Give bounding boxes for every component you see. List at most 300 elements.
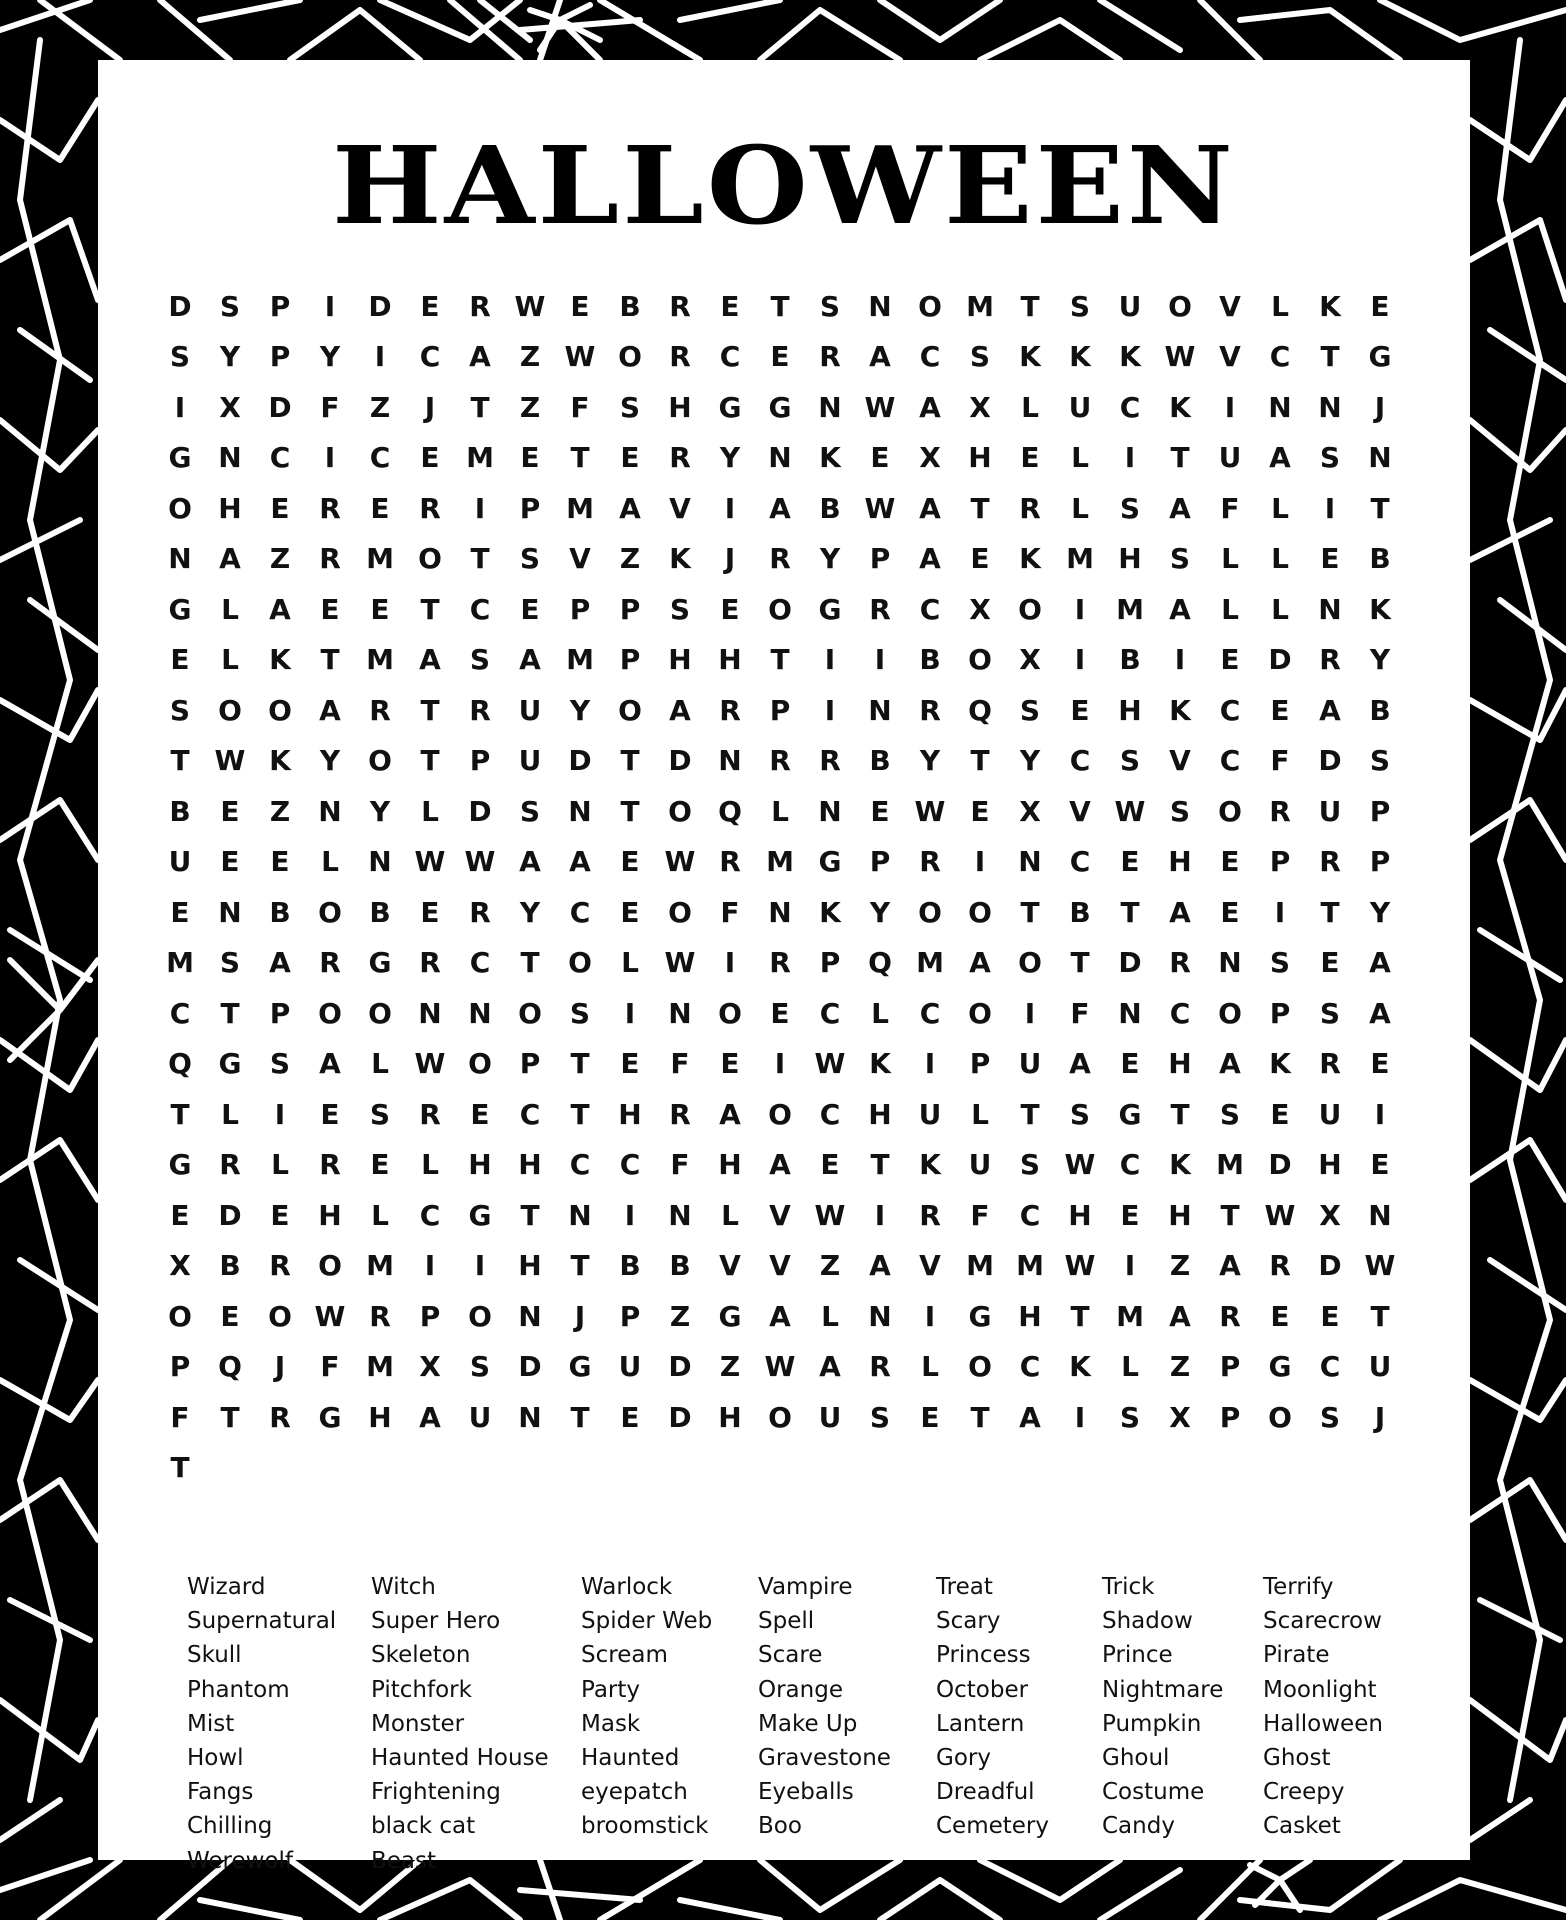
grid-letter[interactable]: G bbox=[1118, 1097, 1142, 1131]
grid-letter[interactable]: H bbox=[718, 1148, 742, 1182]
grid-letter[interactable]: A bbox=[219, 542, 241, 576]
grid-letter[interactable]: H bbox=[1068, 1198, 1092, 1232]
grid-letter[interactable]: S bbox=[1319, 996, 1341, 1030]
grid-letter[interactable]: N bbox=[568, 1198, 592, 1232]
grid-letter[interactable]: R bbox=[919, 1198, 941, 1232]
grid-letter[interactable]: G bbox=[968, 1299, 992, 1333]
grid-letter[interactable]: C bbox=[169, 996, 191, 1030]
grid-letter[interactable]: B bbox=[1119, 643, 1141, 677]
grid-letter[interactable]: C bbox=[269, 441, 291, 475]
grid-letter[interactable]: D bbox=[518, 1350, 542, 1384]
grid-letter[interactable]: Z bbox=[669, 1299, 691, 1333]
grid-letter[interactable]: O bbox=[268, 1299, 292, 1333]
grid-letter[interactable]: T bbox=[170, 744, 190, 778]
grid-letter[interactable]: W bbox=[314, 1299, 346, 1333]
grid-letter[interactable]: C bbox=[419, 1198, 441, 1232]
grid-letter[interactable]: U bbox=[1318, 794, 1342, 828]
grid-letter[interactable]: E bbox=[870, 794, 890, 828]
grid-letter[interactable]: T bbox=[870, 1148, 890, 1182]
grid-letter[interactable]: T bbox=[970, 1400, 990, 1434]
grid-letter[interactable]: E bbox=[620, 1047, 640, 1081]
grid-letter[interactable]: X bbox=[969, 390, 991, 424]
grid-letter[interactable]: K bbox=[1169, 693, 1191, 727]
grid-letter[interactable]: N bbox=[868, 289, 892, 323]
grid-letter[interactable]: O bbox=[1168, 289, 1192, 323]
grid-letter[interactable]: I bbox=[374, 340, 386, 374]
grid-letter[interactable]: T bbox=[1070, 1299, 1090, 1333]
grid-letter[interactable]: E bbox=[170, 895, 190, 929]
grid-letter[interactable]: V bbox=[1069, 794, 1091, 828]
grid-letter[interactable]: R bbox=[669, 289, 691, 323]
grid-letter[interactable]: M bbox=[566, 643, 594, 677]
grid-letter[interactable]: Z bbox=[369, 390, 391, 424]
grid-letter[interactable]: L bbox=[821, 1299, 839, 1333]
grid-letter[interactable]: T bbox=[620, 794, 640, 828]
grid-letter[interactable]: M bbox=[166, 946, 194, 980]
grid-letter[interactable]: A bbox=[1169, 592, 1191, 626]
grid-letter[interactable]: A bbox=[1219, 1047, 1241, 1081]
grid-letter[interactable]: T bbox=[420, 693, 440, 727]
grid-letter[interactable]: B bbox=[1369, 693, 1391, 727]
grid-letter[interactable]: P bbox=[519, 1047, 541, 1081]
grid-letter[interactable]: T bbox=[170, 1097, 190, 1131]
grid-letter[interactable]: E bbox=[220, 794, 240, 828]
grid-letter[interactable]: O bbox=[1268, 1400, 1292, 1434]
grid-letter[interactable]: T bbox=[620, 744, 640, 778]
grid-letter[interactable]: I bbox=[324, 289, 336, 323]
grid-letter[interactable]: I bbox=[1174, 643, 1186, 677]
grid-letter[interactable]: I bbox=[824, 643, 836, 677]
grid-letter[interactable]: O bbox=[918, 895, 942, 929]
grid-letter[interactable]: T bbox=[770, 289, 790, 323]
grid-letter[interactable]: E bbox=[1070, 693, 1090, 727]
grid-letter[interactable]: R bbox=[1319, 1047, 1341, 1081]
grid-letter[interactable]: R bbox=[769, 946, 791, 980]
grid-letter[interactable]: J bbox=[424, 390, 436, 424]
grid-letter[interactable]: R bbox=[469, 289, 491, 323]
grid-letter[interactable]: K bbox=[1069, 1350, 1091, 1384]
grid-letter[interactable]: S bbox=[969, 340, 991, 374]
grid-letter[interactable]: Z bbox=[1169, 1350, 1191, 1384]
grid-letter[interactable]: S bbox=[1369, 744, 1391, 778]
grid-letter[interactable]: R bbox=[319, 542, 341, 576]
grid-letter[interactable]: W bbox=[1364, 1249, 1396, 1283]
grid-letter[interactable]: I bbox=[1024, 996, 1036, 1030]
grid-letter[interactable]: E bbox=[1220, 845, 1240, 879]
grid-letter[interactable]: D bbox=[168, 289, 192, 323]
grid-letter[interactable]: E bbox=[320, 592, 340, 626]
grid-letter[interactable]: A bbox=[519, 643, 541, 677]
grid-letter[interactable]: E bbox=[1220, 643, 1240, 677]
grid-letter[interactable]: N bbox=[418, 996, 442, 1030]
grid-letter[interactable]: O bbox=[918, 289, 942, 323]
grid-letter[interactable]: A bbox=[1219, 1249, 1241, 1283]
grid-letter[interactable]: B bbox=[919, 643, 941, 677]
grid-letter[interactable]: O bbox=[668, 895, 692, 929]
grid-letter[interactable]: I bbox=[924, 1299, 936, 1333]
grid-letter[interactable]: M bbox=[366, 643, 394, 677]
grid-letter[interactable]: G bbox=[168, 441, 192, 475]
grid-letter[interactable]: U bbox=[1068, 390, 1092, 424]
grid-letter[interactable]: P bbox=[869, 845, 891, 879]
grid-letter[interactable]: N bbox=[318, 794, 342, 828]
grid-letter[interactable]: H bbox=[668, 390, 692, 424]
grid-letter[interactable]: T bbox=[520, 946, 540, 980]
grid-letter[interactable]: G bbox=[468, 1198, 492, 1232]
grid-letter[interactable]: E bbox=[1120, 1198, 1140, 1232]
grid-letter[interactable]: N bbox=[218, 895, 242, 929]
grid-letter[interactable]: S bbox=[219, 289, 241, 323]
grid-letter[interactable]: L bbox=[1271, 592, 1289, 626]
grid-letter[interactable]: A bbox=[919, 390, 941, 424]
grid-letter[interactable]: O bbox=[768, 1097, 792, 1131]
grid-letter[interactable]: I bbox=[324, 441, 336, 475]
grid-letter[interactable]: O bbox=[318, 996, 342, 1030]
grid-letter[interactable]: E bbox=[620, 895, 640, 929]
grid-letter[interactable]: N bbox=[1218, 946, 1242, 980]
grid-letter[interactable]: V bbox=[719, 1249, 741, 1283]
grid-letter[interactable]: O bbox=[1018, 946, 1042, 980]
grid-letter[interactable]: R bbox=[819, 340, 841, 374]
grid-letter[interactable]: R bbox=[1269, 1249, 1291, 1283]
grid-letter[interactable]: H bbox=[468, 1148, 492, 1182]
grid-letter[interactable]: S bbox=[269, 1047, 291, 1081]
grid-letter[interactable]: M bbox=[366, 1249, 394, 1283]
grid-letter[interactable]: T bbox=[1320, 895, 1340, 929]
grid-letter[interactable]: A bbox=[1169, 491, 1191, 525]
grid-letter[interactable]: U bbox=[618, 1350, 642, 1384]
grid-letter[interactable]: S bbox=[1119, 1400, 1141, 1434]
grid-letter[interactable]: N bbox=[1318, 592, 1342, 626]
grid-letter[interactable]: D bbox=[1318, 1249, 1342, 1283]
grid-letter[interactable]: O bbox=[368, 996, 392, 1030]
grid-letter[interactable]: O bbox=[568, 946, 592, 980]
grid-letter[interactable]: R bbox=[1169, 946, 1191, 980]
grid-letter[interactable]: X bbox=[1169, 1400, 1191, 1434]
grid-letter[interactable]: O bbox=[1018, 592, 1042, 626]
grid-letter[interactable]: Y bbox=[519, 895, 541, 929]
grid-letter[interactable]: P bbox=[1269, 845, 1291, 879]
grid-letter[interactable]: E bbox=[1120, 1047, 1140, 1081]
grid-letter[interactable]: A bbox=[669, 693, 691, 727]
grid-letter[interactable]: O bbox=[968, 643, 992, 677]
grid-letter[interactable]: S bbox=[1119, 744, 1141, 778]
grid-letter[interactable]: W bbox=[514, 289, 546, 323]
grid-letter[interactable]: O bbox=[1218, 794, 1242, 828]
grid-letter[interactable]: Y bbox=[319, 744, 341, 778]
grid-letter[interactable]: I bbox=[724, 946, 736, 980]
grid-letter[interactable]: W bbox=[664, 845, 696, 879]
grid-letter[interactable]: R bbox=[719, 845, 741, 879]
grid-letter[interactable]: P bbox=[1369, 794, 1391, 828]
grid-letter[interactable]: H bbox=[1018, 1299, 1042, 1333]
grid-letter[interactable]: K bbox=[1269, 1047, 1291, 1081]
grid-letter[interactable]: B bbox=[1069, 895, 1091, 929]
grid-letter[interactable]: T bbox=[970, 491, 990, 525]
grid-letter[interactable]: S bbox=[169, 340, 191, 374]
grid-letter[interactable]: T bbox=[420, 744, 440, 778]
grid-letter[interactable]: E bbox=[370, 491, 390, 525]
grid-letter[interactable]: E bbox=[1120, 845, 1140, 879]
grid-letter[interactable]: V bbox=[1169, 744, 1191, 778]
grid-letter[interactable]: Z bbox=[269, 542, 291, 576]
grid-letter[interactable]: S bbox=[1119, 491, 1141, 525]
grid-letter[interactable]: Q bbox=[718, 794, 742, 828]
grid-letter[interactable]: E bbox=[520, 592, 540, 626]
grid-letter[interactable]: N bbox=[768, 895, 792, 929]
grid-letter[interactable]: B bbox=[169, 794, 191, 828]
grid-letter[interactable]: Q bbox=[968, 693, 992, 727]
grid-letter[interactable]: A bbox=[319, 1047, 341, 1081]
grid-letter[interactable]: A bbox=[269, 946, 291, 980]
grid-letter[interactable]: V bbox=[919, 1249, 941, 1283]
grid-letter[interactable]: P bbox=[569, 592, 591, 626]
grid-letter[interactable]: I bbox=[1124, 1249, 1136, 1283]
grid-letter[interactable]: T bbox=[420, 592, 440, 626]
grid-letter[interactable]: W bbox=[1114, 794, 1146, 828]
grid-letter[interactable]: E bbox=[920, 1400, 940, 1434]
grid-letter[interactable]: V bbox=[669, 491, 691, 525]
grid-letter[interactable]: T bbox=[1020, 289, 1040, 323]
grid-letter[interactable]: H bbox=[318, 1198, 342, 1232]
grid-letter[interactable]: D bbox=[218, 1198, 242, 1232]
grid-letter[interactable]: C bbox=[1219, 744, 1241, 778]
grid-letter[interactable]: P bbox=[1219, 1350, 1241, 1384]
grid-letter[interactable]: R bbox=[419, 491, 441, 525]
grid-letter[interactable]: J bbox=[1374, 1400, 1386, 1434]
grid-letter[interactable]: Y bbox=[569, 693, 591, 727]
grid-letter[interactable]: T bbox=[570, 1249, 590, 1283]
grid-letter[interactable]: W bbox=[1064, 1148, 1096, 1182]
grid-letter[interactable]: A bbox=[719, 1097, 741, 1131]
grid-letter[interactable]: A bbox=[1319, 693, 1341, 727]
grid-letter[interactable]: R bbox=[1219, 1299, 1241, 1333]
grid-letter[interactable]: H bbox=[718, 1400, 742, 1434]
grid-letter[interactable]: W bbox=[414, 845, 446, 879]
grid-letter[interactable]: H bbox=[618, 1097, 642, 1131]
grid-letter[interactable]: P bbox=[619, 592, 641, 626]
grid-letter[interactable]: N bbox=[168, 542, 192, 576]
grid-letter[interactable]: G bbox=[818, 592, 842, 626]
grid-letter[interactable]: R bbox=[669, 441, 691, 475]
grid-letter[interactable]: O bbox=[668, 794, 692, 828]
grid-letter[interactable]: I bbox=[1374, 1097, 1386, 1131]
grid-letter[interactable]: M bbox=[1066, 542, 1094, 576]
grid-letter[interactable]: D bbox=[1268, 643, 1292, 677]
grid-letter[interactable]: A bbox=[919, 491, 941, 525]
grid-letter[interactable]: C bbox=[919, 340, 941, 374]
grid-letter[interactable]: O bbox=[368, 744, 392, 778]
grid-letter[interactable]: M bbox=[966, 1249, 994, 1283]
grid-letter[interactable]: G bbox=[1368, 340, 1392, 374]
grid-letter[interactable]: D bbox=[468, 794, 492, 828]
grid-letter[interactable]: W bbox=[464, 845, 496, 879]
grid-letter[interactable]: E bbox=[720, 289, 740, 323]
grid-letter[interactable]: P bbox=[869, 542, 891, 576]
grid-letter[interactable]: L bbox=[1021, 390, 1039, 424]
grid-letter[interactable]: Z bbox=[719, 1350, 741, 1384]
grid-letter[interactable]: Y bbox=[1019, 744, 1041, 778]
grid-letter[interactable]: A bbox=[619, 491, 641, 525]
grid-letter[interactable]: I bbox=[724, 491, 736, 525]
grid-letter[interactable]: O bbox=[468, 1299, 492, 1333]
grid-letter[interactable]: S bbox=[169, 693, 191, 727]
grid-letter[interactable]: L bbox=[871, 996, 889, 1030]
grid-letter[interactable]: N bbox=[518, 1299, 542, 1333]
grid-letter[interactable]: J bbox=[1374, 390, 1386, 424]
grid-letter[interactable]: E bbox=[1270, 1299, 1290, 1333]
grid-letter[interactable]: E bbox=[220, 1299, 240, 1333]
grid-letter[interactable]: R bbox=[919, 845, 941, 879]
grid-letter[interactable]: X bbox=[1019, 794, 1041, 828]
grid-letter[interactable]: S bbox=[1169, 542, 1191, 576]
grid-letter[interactable]: C bbox=[469, 592, 491, 626]
grid-letter[interactable]: X bbox=[169, 1249, 191, 1283]
grid-letter[interactable]: H bbox=[1168, 1047, 1192, 1081]
grid-letter[interactable]: N bbox=[1318, 390, 1342, 424]
grid-letter[interactable]: A bbox=[769, 1148, 791, 1182]
grid-letter[interactable]: R bbox=[1269, 794, 1291, 828]
grid-letter[interactable]: I bbox=[1074, 643, 1086, 677]
grid-letter[interactable]: Z bbox=[619, 542, 641, 576]
grid-letter[interactable]: T bbox=[1070, 946, 1090, 980]
grid-letter[interactable]: T bbox=[1370, 491, 1390, 525]
grid-letter[interactable]: G bbox=[318, 1400, 342, 1434]
grid-letter[interactable]: K bbox=[269, 744, 291, 778]
grid-letter[interactable]: C bbox=[1019, 1350, 1041, 1384]
grid-letter[interactable]: T bbox=[570, 1400, 590, 1434]
grid-letter[interactable]: Y bbox=[1369, 643, 1391, 677]
grid-letter[interactable]: C bbox=[1119, 390, 1141, 424]
grid-letter[interactable]: W bbox=[564, 340, 596, 374]
grid-letter[interactable]: W bbox=[864, 390, 896, 424]
grid-letter[interactable]: B bbox=[619, 289, 641, 323]
grid-letter[interactable]: N bbox=[818, 390, 842, 424]
grid-letter[interactable]: O bbox=[168, 491, 192, 525]
grid-letter[interactable]: R bbox=[1019, 491, 1041, 525]
grid-letter[interactable]: K bbox=[919, 1148, 941, 1182]
grid-letter[interactable]: O bbox=[968, 1350, 992, 1384]
grid-letter[interactable]: K bbox=[1119, 340, 1141, 374]
grid-letter[interactable]: A bbox=[1019, 1400, 1041, 1434]
grid-letter[interactable]: H bbox=[1318, 1148, 1342, 1182]
grid-letter[interactable]: S bbox=[469, 1350, 491, 1384]
grid-letter[interactable]: C bbox=[1319, 1350, 1341, 1384]
grid-letter[interactable]: D bbox=[1268, 1148, 1292, 1182]
grid-letter[interactable]: D bbox=[1318, 744, 1342, 778]
grid-letter[interactable]: W bbox=[664, 946, 696, 980]
grid-letter[interactable]: I bbox=[1274, 895, 1286, 929]
grid-letter[interactable]: A bbox=[419, 1400, 441, 1434]
grid-letter[interactable]: I bbox=[774, 1047, 786, 1081]
grid-letter[interactable]: G bbox=[168, 592, 192, 626]
grid-letter[interactable]: R bbox=[769, 744, 791, 778]
grid-letter[interactable]: P bbox=[819, 946, 841, 980]
grid-letter[interactable]: F bbox=[320, 390, 340, 424]
grid-letter[interactable]: R bbox=[469, 895, 491, 929]
grid-letter[interactable]: F bbox=[170, 1400, 190, 1434]
grid-letter[interactable]: N bbox=[1368, 441, 1392, 475]
grid-letter[interactable]: N bbox=[668, 996, 692, 1030]
grid-letter[interactable]: C bbox=[569, 895, 591, 929]
grid-letter[interactable]: R bbox=[469, 693, 491, 727]
grid-letter[interactable]: L bbox=[1221, 542, 1239, 576]
grid-letter[interactable]: K bbox=[1169, 390, 1191, 424]
grid-letter[interactable]: O bbox=[968, 996, 992, 1030]
grid-letter[interactable]: I bbox=[874, 643, 886, 677]
grid-letter[interactable]: C bbox=[819, 996, 841, 1030]
grid-letter[interactable]: C bbox=[619, 1148, 641, 1182]
grid-letter[interactable]: N bbox=[768, 441, 792, 475]
grid-letter[interactable]: E bbox=[1270, 1097, 1290, 1131]
grid-letter[interactable]: F bbox=[970, 1198, 990, 1232]
grid-letter[interactable]: G bbox=[218, 1047, 242, 1081]
grid-letter[interactable]: R bbox=[769, 542, 791, 576]
grid-letter[interactable]: A bbox=[1169, 1299, 1191, 1333]
grid-letter[interactable]: Z bbox=[519, 390, 541, 424]
grid-letter[interactable]: S bbox=[369, 1097, 391, 1131]
grid-letter[interactable]: Y bbox=[219, 340, 241, 374]
grid-letter[interactable]: T bbox=[1170, 441, 1190, 475]
grid-letter[interactable]: I bbox=[474, 1249, 486, 1283]
grid-letter[interactable]: O bbox=[418, 542, 442, 576]
grid-letter[interactable]: C bbox=[419, 340, 441, 374]
grid-letter[interactable]: I bbox=[1074, 592, 1086, 626]
grid-letter[interactable]: Y bbox=[919, 744, 941, 778]
grid-letter[interactable]: I bbox=[174, 390, 186, 424]
grid-letter[interactable]: L bbox=[1221, 592, 1239, 626]
grid-letter[interactable]: P bbox=[769, 693, 791, 727]
grid-letter[interactable]: P bbox=[269, 289, 291, 323]
grid-letter[interactable]: N bbox=[1368, 1198, 1392, 1232]
grid-letter[interactable]: Y bbox=[869, 895, 891, 929]
grid-letter[interactable]: A bbox=[1069, 1047, 1091, 1081]
grid-letter[interactable]: I bbox=[874, 1198, 886, 1232]
grid-letter[interactable]: S bbox=[1169, 794, 1191, 828]
grid-letter[interactable]: L bbox=[371, 1198, 389, 1232]
grid-letter[interactable]: Y bbox=[319, 340, 341, 374]
grid-letter[interactable]: F bbox=[670, 1047, 690, 1081]
grid-letter[interactable]: N bbox=[1018, 845, 1042, 879]
grid-letter[interactable]: S bbox=[469, 643, 491, 677]
grid-letter[interactable]: E bbox=[1270, 693, 1290, 727]
grid-letter[interactable]: E bbox=[520, 441, 540, 475]
grid-letter[interactable]: F bbox=[1270, 744, 1290, 778]
grid-letter[interactable]: C bbox=[919, 592, 941, 626]
grid-letter[interactable]: P bbox=[469, 744, 491, 778]
grid-letter[interactable]: I bbox=[1324, 491, 1336, 525]
grid-letter[interactable]: A bbox=[869, 340, 891, 374]
grid-letter[interactable]: S bbox=[1069, 1097, 1091, 1131]
grid-letter[interactable]: U bbox=[818, 1400, 842, 1434]
grid-letter[interactable]: L bbox=[371, 1047, 389, 1081]
grid-letter[interactable]: U bbox=[168, 845, 192, 879]
grid-letter[interactable]: L bbox=[1071, 491, 1089, 525]
grid-letter[interactable]: P bbox=[619, 1299, 641, 1333]
grid-letter[interactable]: S bbox=[1319, 1400, 1341, 1434]
grid-letter[interactable]: I bbox=[1224, 390, 1236, 424]
grid-letter[interactable]: A bbox=[869, 1249, 891, 1283]
grid-letter[interactable]: E bbox=[420, 289, 440, 323]
grid-letter[interactable]: S bbox=[1069, 289, 1091, 323]
grid-letter[interactable]: R bbox=[869, 1350, 891, 1384]
grid-letter[interactable]: I bbox=[1124, 441, 1136, 475]
grid-letter[interactable]: T bbox=[970, 744, 990, 778]
grid-letter[interactable]: E bbox=[970, 794, 990, 828]
grid-letter[interactable]: K bbox=[1169, 1148, 1191, 1182]
grid-letter[interactable]: I bbox=[624, 996, 636, 1030]
grid-letter[interactable]: L bbox=[321, 845, 339, 879]
